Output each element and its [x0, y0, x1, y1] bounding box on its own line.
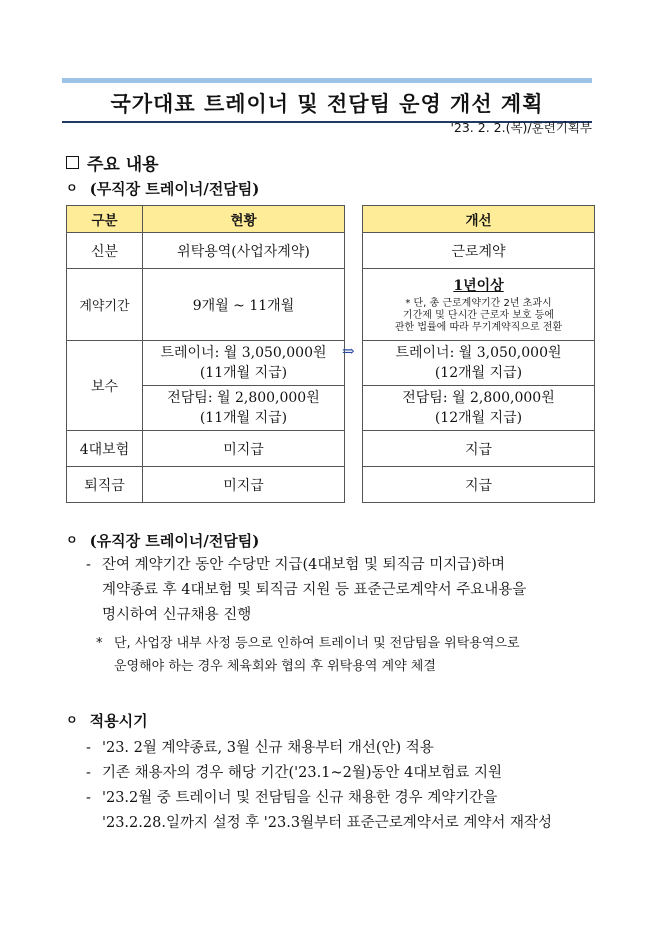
bullet-circle: ㅇ [66, 713, 78, 727]
current-trainer-amount: 트레이너: 월 3,050,000원 [160, 345, 327, 361]
bullet-circle: ㅇ [66, 181, 78, 195]
current-period-value: 9개월 ~ 11개월 [143, 269, 345, 341]
dash-marker: - [86, 557, 91, 573]
improved-severance-value: 지급 [363, 467, 595, 503]
dash-marker: - [86, 790, 91, 806]
current-status-value: 위탁용역(사업자계약) [143, 233, 345, 269]
improved-status-value: 근로계약 [363, 233, 595, 269]
with-workplace-body [86, 553, 606, 678]
dash-marker: - [86, 765, 91, 781]
application-item-3-line-1: '23.2월 중 트레이너 및 전담팀을 신규 채용한 경우 계약기간을 [102, 790, 498, 806]
current-trainer-months: (11개월 지급) [199, 365, 288, 381]
subheading-no-workplace [66, 178, 259, 199]
subheading-label: (무직장 트레이너/전담팀) [89, 180, 260, 198]
subheading-label: 적용시기 [89, 712, 148, 730]
improved-trainer-months: (12개월 지급) [434, 365, 523, 381]
header-category: 구분 [67, 206, 143, 233]
note-line-1: 단, 사업장 내부 사정 등으로 인하여 트레이너 및 전담팀을 위탁용역으로 [114, 636, 520, 651]
header-improvement: 개선 [363, 206, 595, 233]
row-label-status: 신분 [67, 233, 143, 269]
bullet-circle: ㅇ [66, 533, 78, 547]
improved-team-amount: 전담팀: 월 2,800,000원 [402, 390, 555, 406]
period-note-line-1: * 단, 총 근로계약기간 2년 초과시 [405, 298, 552, 309]
body-line-3: 명시하여 신규채용 진행 [102, 607, 252, 623]
date-department: '23. 2. 2.(목)/훈련기획부 [450, 120, 592, 135]
period-note-line-3: 관한 법률에 따라 무기계약직으로 전환 [394, 322, 563, 333]
subheading-application-period [66, 710, 148, 731]
body-line-2: 계약종료 후 4대보험 및 퇴직금 지원 등 표준근로계약서 주요내용을 [102, 582, 527, 598]
list-item [86, 553, 606, 628]
note-item [86, 632, 606, 678]
current-team-months: (11개월 지급) [199, 410, 288, 426]
improvement-table [362, 205, 595, 503]
row-label-insurance: 4대보험 [67, 431, 143, 467]
period-note-line-2: 기간제 및 단시간 근로자 보호 등에 [402, 310, 555, 321]
title-block [62, 78, 592, 123]
current-pay-team [143, 386, 345, 431]
improved-period-cell [363, 269, 595, 341]
improved-insurance-value: 지급 [363, 431, 595, 467]
application-item-1: '23. 2월 계약종료, 3월 신규 채용부터 개선(안) 적용 [102, 740, 434, 756]
right-arrow-icon: ⇒ [342, 342, 355, 360]
list-item [86, 761, 606, 786]
row-label-severance: 퇴직금 [67, 467, 143, 503]
application-period-body [86, 736, 606, 836]
checkbox-square-icon [66, 156, 79, 169]
improved-team-months: (12개월 지급) [434, 410, 523, 426]
list-item [86, 736, 606, 761]
dash-marker: - [86, 740, 91, 756]
row-label-period: 계약기간 [67, 269, 143, 341]
asterisk-marker: * [96, 636, 103, 651]
improved-pay-trainer [363, 341, 595, 386]
section-heading [66, 150, 159, 175]
list-item [86, 786, 606, 836]
note-line-2: 운영해야 하는 경우 체육회와 협의 후 위탁용역 계약 체결 [114, 659, 436, 674]
current-insurance-value: 미지급 [143, 431, 345, 467]
body-line-1: 잔여 계약기간 동안 수당만 지급(4대보험 및 퇴직금 미지급)하며 [102, 557, 505, 573]
current-severance-value: 미지급 [143, 467, 345, 503]
current-team-amount: 전담팀: 월 2,800,000원 [167, 390, 320, 406]
improved-trainer-amount: 트레이너: 월 3,050,000원 [395, 345, 562, 361]
section-title: 주요 내용 [87, 155, 159, 175]
document-title: 국가대표 트레이너 및 전담팀 운영 개선 계획 [110, 92, 544, 116]
row-label-pay: 보수 [67, 341, 143, 431]
current-pay-trainer [143, 341, 345, 386]
subheading-with-workplace [66, 530, 259, 551]
improved-pay-team [363, 386, 595, 431]
improved-period-main: 1년이상 [453, 278, 504, 294]
current-status-table [66, 205, 345, 503]
subheading-label: (유직장 트레이너/전담팀) [89, 532, 260, 550]
application-item-2: 기존 채용자의 경우 해당 기간('23.1~2월)동안 4대보험료 지원 [102, 765, 502, 781]
header-current: 현황 [143, 206, 345, 233]
application-item-3-line-2: '23.2.28.일까지 설정 후 '23.3월부터 표준근로계약서로 계약서 재작성 [102, 815, 553, 831]
